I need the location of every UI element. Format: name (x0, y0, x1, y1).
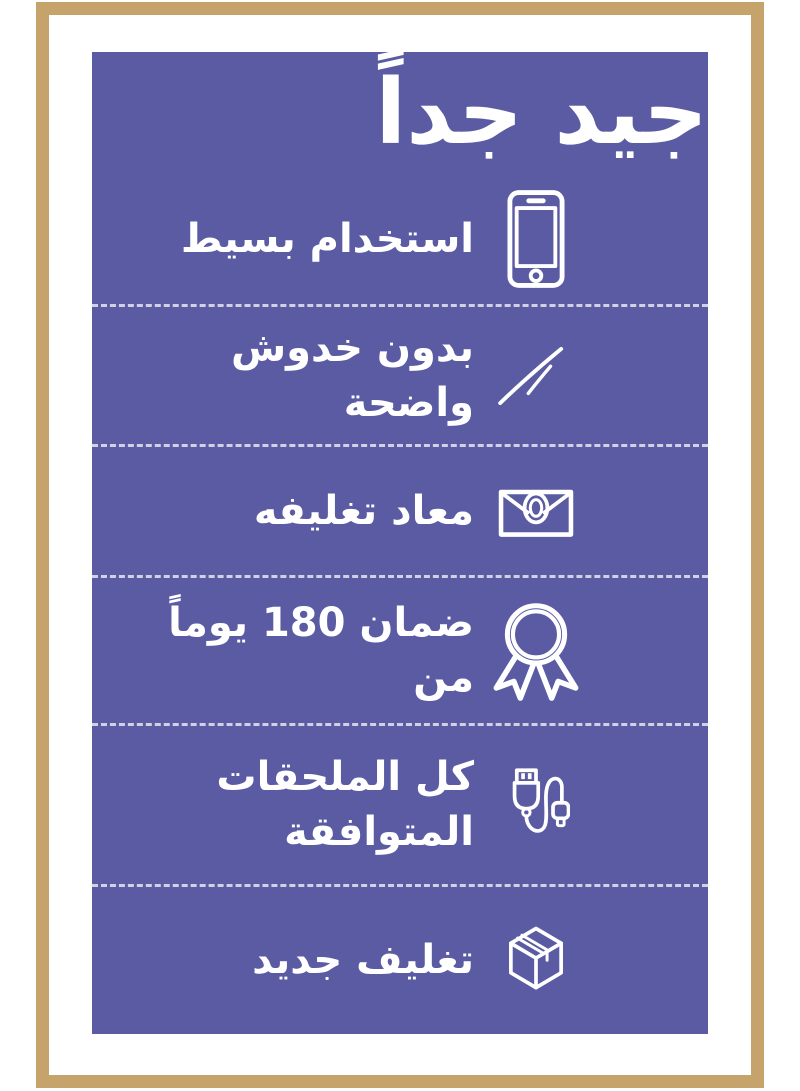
feature-line: واضحة (343, 379, 474, 426)
feature-line: المتوافقة (284, 809, 474, 855)
warranty-medal-icon (488, 598, 584, 704)
feature-label (92, 750, 474, 860)
feature-line: بدون خدوش (230, 324, 474, 371)
smartphone-icon (488, 188, 584, 290)
feature-row-accessories (92, 726, 708, 887)
feature-line: تغليف جديد (252, 937, 474, 983)
feature-label (92, 484, 474, 539)
feature-row-no-scratches (92, 307, 708, 447)
feature-line: ضمان 180 يوماً (168, 599, 474, 646)
usb-cable-icon (488, 766, 584, 844)
feature-row-repackaged (92, 447, 708, 578)
condition-grade-title: جيد جداً (375, 60, 708, 165)
feature-line: استخدام بسيط (180, 215, 474, 262)
feature-row-new-packaging (92, 887, 708, 1034)
feature-row-warranty (92, 578, 708, 726)
scratch-marks-icon (488, 345, 584, 407)
sealed-envelope-icon (488, 482, 584, 540)
feature-label (92, 321, 474, 431)
feature-label (92, 596, 474, 706)
feature-line: من (413, 654, 474, 701)
feature-label (92, 212, 474, 267)
feature-label (92, 933, 474, 988)
feature-line: كل الملحقات (216, 754, 474, 800)
condition-card (92, 52, 708, 1034)
feature-row-simple-usage (92, 174, 708, 307)
package-box-icon (488, 921, 584, 1001)
feature-line: معاد تغليفه (253, 487, 474, 534)
